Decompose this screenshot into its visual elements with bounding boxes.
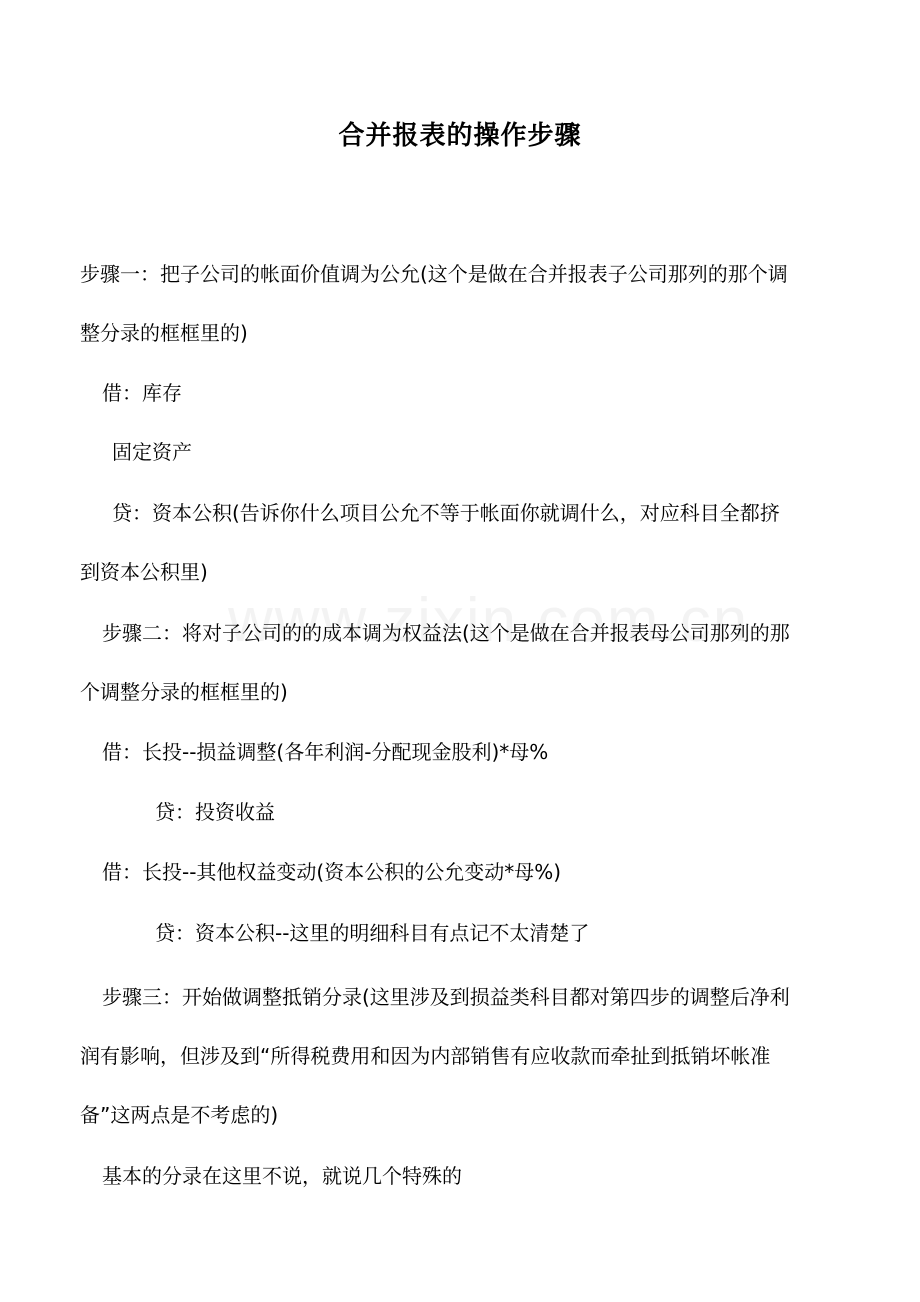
- debit-inventory-line: 借：库存: [102, 381, 182, 405]
- step3-line-3: 备”这两点是不考虑的): [80, 1103, 279, 1127]
- step2-line-1: 步骤二：将对子公司的的成本调为权益法(这个是做在合并报表母公司那列的那: [102, 621, 790, 645]
- page-title: 合并报表的操作步骤: [338, 121, 582, 151]
- step1-line-2: 整分录的框框里的): [80, 321, 248, 345]
- basic-entries-line: 基本的分录在这里不说，就说几个特殊的: [102, 1164, 462, 1188]
- step1-line-1: 步骤一：把子公司的帐面价值调为公允(这个是做在合并报表子公司那列的那个调: [80, 262, 788, 286]
- credit-capital-reserve-line-1: 贷：资本公积(告诉你什么项目公允不等于帐面你就调什么，对应科目全都挤: [112, 501, 780, 525]
- credit-investment-income-line: 贷：投资收益: [155, 800, 275, 824]
- step3-line-2: 润有影响，但涉及到“所得税费用和因为内部销售有应收款而牵扯到抵销坏帐准: [80, 1044, 771, 1068]
- step3-line-1: 步骤三：开始做调整抵销分录(这里涉及到损益类科目都对第四步的调整后净利: [102, 985, 790, 1009]
- debit-lt-investment-equity-line: 借：长投--其他权益变动(资本公积的公允变动*母%): [102, 860, 562, 884]
- step2-line-2: 个调整分录的框框里的): [80, 680, 288, 704]
- credit-capital-reserve-line-2: 到资本公积里): [80, 560, 208, 584]
- debit-lt-investment-pl-line: 借：长投--损益调整(各年利润-分配现金股利)*母%: [102, 740, 549, 764]
- credit-capital-reserve-detail-line: 贷：资本公积--这里的明细科目有点记不太清楚了: [155, 921, 590, 945]
- fixed-assets-line: 固定资产: [112, 440, 192, 464]
